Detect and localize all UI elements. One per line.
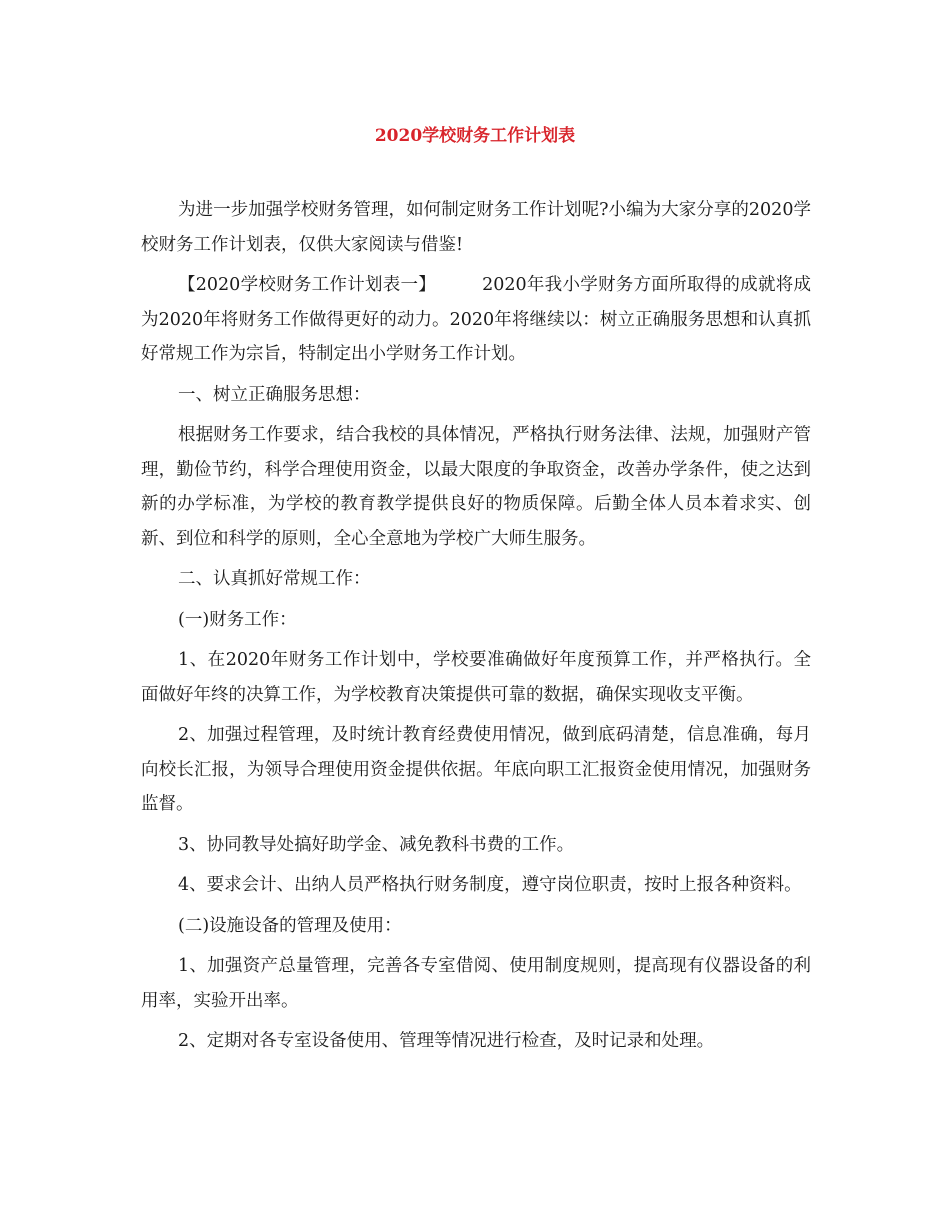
heading-routine-work: 二、认真抓好常规工作： [178,569,371,589]
equipment-item-1: 1、加强资产总量管理，完善各专室借阅、使用制度规则，提高现有仪器设备的利用率，实验开出率。 [141,956,811,1011]
paragraph-service-thinking: 根据财务工作要求，结合我校的具体情况，严格执行财务法律、法规，加强财产管理，勤俭节约，科学合理使用资金，以最大限度的争取资金，改善办学条件，使之达到新的办学标准，为学校的教育教学提供良好的物质保障。后勤全体人员本着求实、创新、到位和科学的原则，全心全意地为学校广大师生服务。 [141,425,811,549]
subheading-equipment: (二)设施设备的管理及使用： [178,915,402,936]
finance-item-3: 3、协同教导处搞好助学金、减免教科书费的工作。 [178,834,575,855]
section-one-text: 2020年我小学财务方面所取得的成就将成为2020年将财务工作做得更好的动力。2020年将继续以：树立正确服务思想和认真抓好常规工作为宗旨，特制定出小学财务工作计划。 [141,275,811,364]
section-one-paragraph [141,268,811,372]
finance-item-2: 2、加强过程管理，及时统计教育经费使用情况，做到底码清楚，信息准确，每月向校长汇报，为领导合理使用资金提供依据。年底向职工汇报资金使用情况，加强财务监督。 [141,725,811,814]
intro-paragraph: 为进一步加强学校财务管理，如何制定财务工作计划呢?小编为大家分享的2020学校财务工作计划表，仅供大家阅读与借鉴! [141,200,811,255]
finance-item-1: 1、在2020年财务工作计划中，学校要准确做好年度预算工作，并严格执行。全面做好年终的决算工作，为学校教育决策提供可靠的数据，确保实现收支平衡。 [141,650,811,705]
equipment-item-2: 2、定期对各专室设备使用、管理等情况进行检查，及时记录和处理。 [178,1031,715,1051]
section-one-heading: 【2020学校财务工作计划表一】 [178,275,437,295]
subheading-finance-work: (一)财务工作： [178,609,297,630]
document-title: 2020学校财务工作计划表 [374,126,576,146]
finance-item-4: 4、要求会计、出纳人员严格执行财务制度，遵守岗位职责，按时上报各种资料。 [178,875,802,895]
heading-service-thinking: 一、树立正确服务思想： [178,384,371,405]
document-body [141,193,811,1065]
